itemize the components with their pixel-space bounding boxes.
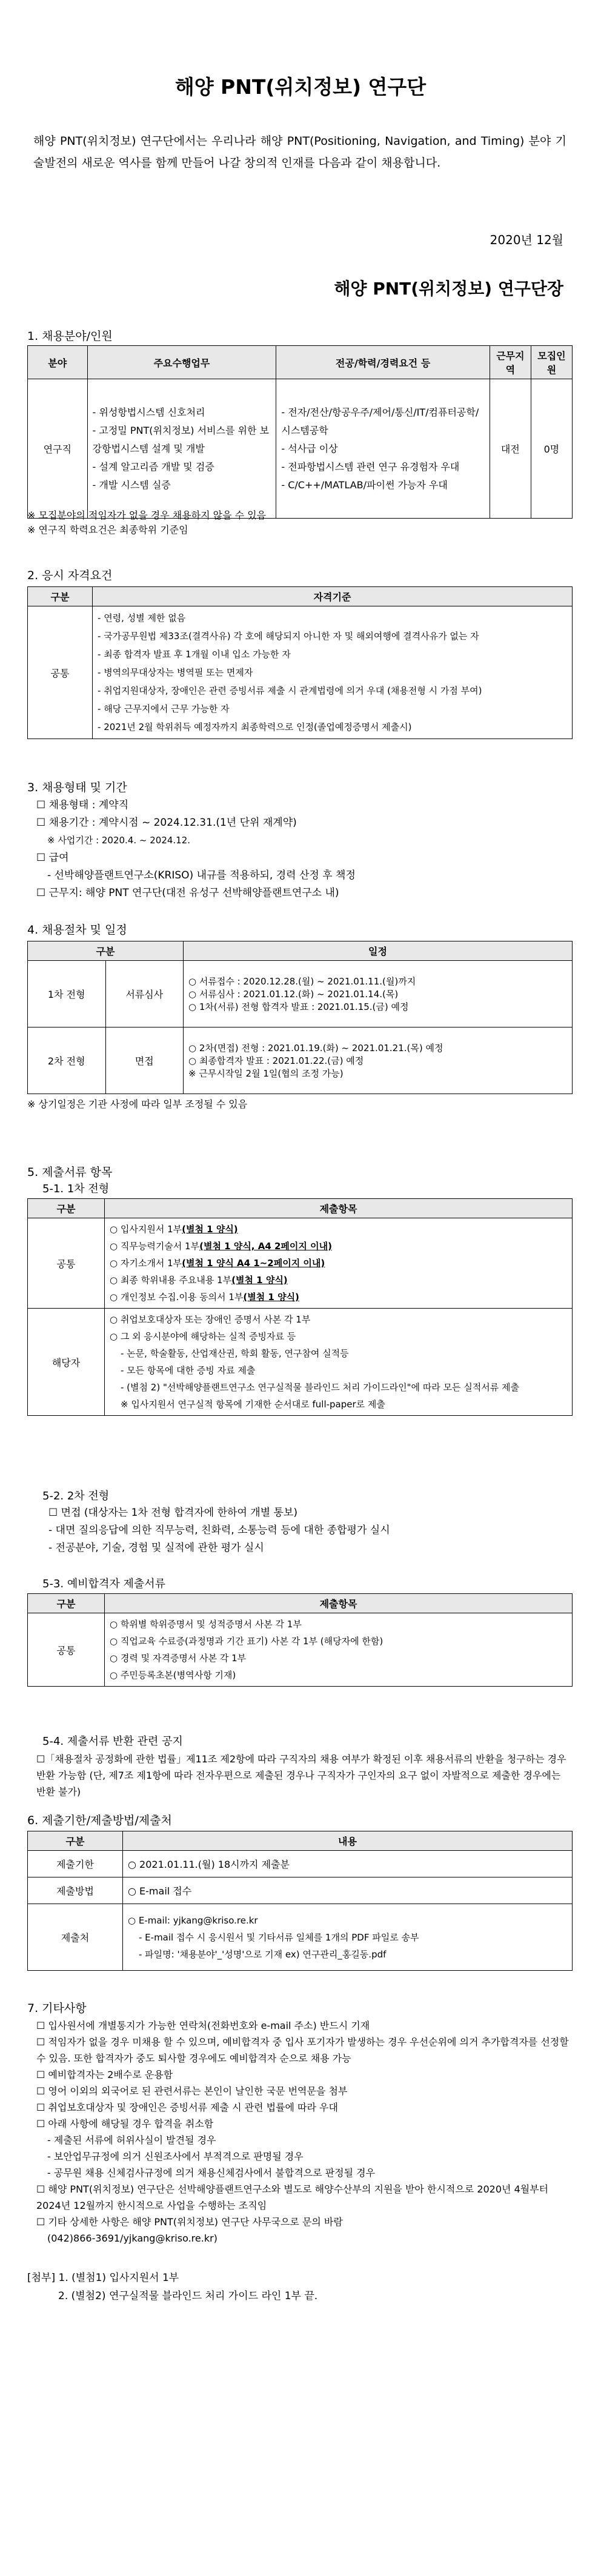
- field-cell: 연구직: [28, 379, 88, 519]
- section-5-2-heading: 5-2. 2차 전형: [42, 1490, 110, 1502]
- criteria-item: - 연령, 성별 제한 없음: [98, 609, 567, 627]
- schedule-table: [27, 941, 573, 1094]
- col-category: 구분: [28, 1831, 123, 1851]
- term-item: ※ 사업기간 : 2020.4. ~ 2024.12.: [47, 835, 191, 846]
- req-item: - C/C++/MATLAB/파이썬 가능자 우대: [281, 476, 484, 494]
- section-5-4-heading: 5-4. 제출서류 반환 관련 공지: [42, 1735, 183, 1748]
- col-count: 모집인원: [531, 346, 572, 379]
- count-cell: 0명: [531, 379, 572, 519]
- common-docs: [105, 1218, 573, 1309]
- s1-note: ※ 연구직 학력요건은 최종학위 기준임: [27, 524, 188, 536]
- schedule-cell: [184, 1027, 573, 1094]
- duty-item: - 설계 알고리즘 개발 및 검증: [93, 458, 271, 476]
- criteria-item: - 2021년 2월 학위취득 예정자까지 최종학력으로 인정(졸업예정증명서 제출시): [98, 718, 567, 736]
- term-item: ☐ 근무지: 해양 PNT 연구단(대전 유성구 선박해양플랜트연구소 내): [36, 887, 339, 899]
- applicable-docs: [105, 1309, 573, 1416]
- s1-note: ※ 모집분야의 적임자가 없을 경우 채용하지 않을 수 있음: [27, 510, 267, 521]
- attachment-1: [첨부] 1. (별첨1) 입사지원서 1부: [27, 2272, 179, 2284]
- criteria-item: - 국가공무원법 제33조(결격사유) 각 호에 해당되지 아니한 자 및 해외여행에 결격사유가 없는 자: [98, 627, 567, 645]
- doc-item: ○ 학위별 학위증명서 및 성적증명서 사본 각 1부: [110, 1619, 302, 1630]
- reserve-label: 공통: [28, 1613, 105, 1687]
- stage-cell: 2차 전형: [28, 1027, 106, 1094]
- misc-item: - 보안업무규정에 의거 신원조사에서 부적격으로 판명될 경우: [47, 2151, 304, 2162]
- col-requirements: 전공/학력/경력요건 등: [276, 346, 490, 379]
- applicable-label: 해당자: [28, 1309, 105, 1416]
- s4-note: ※ 상기일정은 기관 사정에 따라 일부 조정될 수 있음: [27, 1098, 248, 1110]
- criteria-item: - 최종 합격자 발표 후 1개월 이내 입소 가능한 자: [98, 645, 567, 663]
- doc-item: ○ 취업보호대상자 또는 장애인 증명서 사본 각 1부: [110, 1314, 311, 1325]
- col-schedule: 일정: [184, 941, 573, 961]
- misc-item: ☐ 입사원서에 개별통지가 가능한 연락처(전화번호와 e-mail 주소) 반드시 기재: [36, 2020, 370, 2031]
- notice-date: 2020년 12월: [490, 233, 563, 247]
- col-stage: 구분: [28, 941, 184, 961]
- term-item: ☐ 급여: [36, 852, 69, 864]
- misc-item: ☐ 영어 이외의 외국어로 된 관련서류는 본인이 날인한 국문 번역문을 첨부: [36, 2085, 348, 2097]
- doc-item: ○ 개인정보 수집.이용 동의서 1부(별첨 1 양식): [110, 1292, 299, 1303]
- duty-item: - 개발 시스템 실증: [93, 476, 271, 494]
- schedule-item: ○ 1차(서류) 전형 합격자 발표 : 2021.01.15.(금) 예정: [188, 1001, 409, 1012]
- misc-item: ☐ 취업보호대상자 및 장애인은 증빙서류 제출 시 관련 법률에 따라 우대: [36, 2102, 338, 2113]
- employment-terms: [36, 797, 569, 902]
- misc-item: ☐ 아래 사항에 해당될 경우 합격을 취소함: [36, 2118, 214, 2130]
- col-location: 근무지역: [490, 346, 531, 379]
- doc-item: - (별첨 2) "선박해양플랜트연구소 연구실적물 블라인드 처리 가이드라인"에 따라 모든 실적서류 제출: [121, 1382, 520, 1393]
- col-category: 구분: [28, 1199, 105, 1218]
- schedule-item: ○ 2차(면접) 전형 : 2021.01.19.(화) ~ 2021.01.21.(목) 예정: [188, 1043, 443, 1054]
- criteria-item: - 해당 근무지에서 근무 가능한 자: [98, 700, 567, 718]
- misc-item: ☐ 기타 상세한 사항은 해양 PNT(위치정보) 연구단 사무국으로 문의 바람: [36, 2216, 343, 2228]
- email-instruction: - E-mail 접수 시 응시원서 및 기타서류 일체를 1개의 PDF 파일로 송부: [139, 1931, 419, 1943]
- schedule-item: ○ 서류심사 : 2021.01.12.(화) ~ 2021.01.14.(목): [188, 989, 399, 1000]
- col-content: 내용: [123, 1831, 573, 1851]
- col-field: 분야: [28, 346, 88, 379]
- requirements-cell: [276, 379, 490, 519]
- interview-item: ☐ 면접 (대상자는 1차 전형 합격자에 한하여 개별 통보): [48, 1507, 297, 1519]
- location-cell: 대전: [490, 379, 531, 519]
- section-3-heading: 3. 채용형태 및 기간: [27, 781, 127, 794]
- method-value: ○ E-mail 접수: [123, 1877, 573, 1904]
- schedule-cell: [184, 961, 573, 1027]
- signature: 해양 PNT(위치정보) 연구단장: [334, 279, 563, 299]
- section-7-heading: 7. 기타사항: [27, 2002, 87, 2015]
- category-cell: 공통: [28, 606, 93, 739]
- criteria-item: - 병역의무대상자는 병역필 또는 면제자: [98, 663, 567, 682]
- doc-item: ○ 최종 학위내용 주요내용 1부(별첨 1 양식): [110, 1275, 288, 1286]
- doc-item: ○ 직무능력기술서 1부(별첨 1 양식, A4 2페이지 이내): [110, 1241, 332, 1252]
- method-label: 제출방법: [28, 1877, 123, 1904]
- section-4-heading: 4. 채용절차 및 일정: [27, 923, 127, 937]
- duties-cell: [87, 379, 276, 519]
- term-item: ☐ 채용기간 : 계약시점 ~ 2024.12.31.(1년 단위 재계약): [36, 817, 297, 829]
- misc-notes: [36, 2017, 569, 2246]
- misc-item: ☐ 해양 PNT(위치정보) 연구단은 선박해양플랜트연구소와 별도로 해양수산부의 지원을 받아 한시적으로 2020년 4월부터 2024년 12월까지 한시적으로 사업을 수행하는 조직임: [36, 2183, 549, 2211]
- duty-item: - 위성항법시스템 신호처리: [93, 403, 271, 422]
- criteria-cell: [93, 606, 573, 739]
- doc-item: ○ 입사지원서 1부(별첨 1 양식): [110, 1224, 238, 1235]
- section-6-heading: 6. 제출기한/제출방법/제출처: [27, 1814, 172, 1827]
- col-criteria: 자격기준: [93, 587, 573, 606]
- criteria-item: - 취업지원대상자, 장애인은 관련 증빙서류 제출 시 관계법령에 의거 우대 (채용전형 시 가점 부여): [98, 682, 567, 700]
- type-cell: 서류심사: [105, 961, 184, 1027]
- interview-info: [48, 1504, 569, 1557]
- qualifications-table: [27, 586, 573, 739]
- schedule-item: ※ 근무시작일 2월 1일(협의 조정 가능): [188, 1068, 344, 1079]
- misc-item: - 제출된 서류에 허위사실이 발견될 경우: [47, 2134, 216, 2146]
- term-item: - 선박해양플랜트연구소(KRISO) 내규를 적용하되, 경력 산정 후 책정: [47, 869, 356, 881]
- req-item: - 전자/전산/항공우주/제어/통신/IT/컴퓨터공학/시스템공학: [281, 403, 484, 440]
- page-title: 해양 PNT(위치정보) 연구단: [174, 75, 427, 99]
- stage-cell: 1차 전형: [28, 961, 106, 1027]
- misc-item: ☐ 예비합격자는 2배수로 운용함: [36, 2069, 173, 2080]
- reserve-docs: [105, 1613, 573, 1687]
- deadline-value: ○ 2021.01.11.(월) 18시까지 제출분: [123, 1851, 573, 1877]
- section-1-heading: 1. 채용분야/인원: [27, 330, 113, 343]
- interview-item: - 전공분야, 기술, 경험 및 실적에 관한 평가 실시: [48, 1542, 264, 1554]
- deadline-label: 제출기한: [28, 1851, 123, 1877]
- doc-item: ○ 그 외 응시분야에 해당하는 실적 증빙자료 등: [110, 1331, 296, 1342]
- col-items: 제출항목: [105, 1594, 573, 1613]
- type-cell: 면접: [105, 1027, 184, 1094]
- section-5-heading: 5. 제출서류 항목: [27, 1166, 113, 1179]
- doc-item: ○ 직업교육 수료증(과정명과 기간 표기) 사본 각 1부 (해당자에 한함): [110, 1636, 384, 1647]
- doc-item: ※ 입사지원서 연구실적 항목에 기재한 순서대로 full-paper로 제출: [121, 1399, 385, 1410]
- submission-table: [27, 1831, 573, 1971]
- return-notice: ☐「채용절차 공정화에 관한 법률」제11조 제2항에 따라 구직자의 채용 여부가 확정된 이후 채용서류의 반환을 청구하는 경우 반환 가능함 (단, 제7조 제1항에 따라 전자우편으로 제출된 경우나 구직자가 구인자의 요구 없이 자발적으로 제출한 경우에는 반환 불가): [36, 1753, 566, 1798]
- doc-item: ○ 경력 및 자격증명서 사본 각 1부: [110, 1653, 247, 1664]
- contact-info: (042)866-3691/yjkang@kriso.re.kr): [47, 2232, 217, 2244]
- col-category: 구분: [28, 587, 93, 606]
- col-category: 구분: [28, 1594, 105, 1613]
- section-5-1-heading: 5-1. 1차 전형: [42, 1183, 110, 1195]
- req-item: - 석사급 이상: [281, 440, 484, 458]
- misc-item: - 공무원 채용 신체검사규정에 의거 채용신체검사에서 불합격으로 판정될 경우: [47, 2167, 376, 2179]
- destination-label: 제출처: [28, 1904, 123, 1971]
- positions-table: [27, 345, 573, 519]
- documents-table: [27, 1198, 573, 1416]
- col-duties: 주요수행업무: [87, 346, 276, 379]
- schedule-item: ○ 최종합격자 발표 : 2021.01.22.(금) 예정: [188, 1055, 364, 1066]
- section-5-3-heading: 5-3. 예비합격자 제출서류: [42, 1578, 166, 1590]
- doc-item: ○ 자기소개서 1부(별첨 1 양식 A4 1~2페이지 이내): [110, 1258, 325, 1269]
- section-2-heading: 2. 응시 자격요건: [27, 569, 113, 582]
- intro-paragraph: 해양 PNT(위치정보) 연구단에서는 우리나라 해양 PNT(Positioning, Navigation, and Timing) 분야 기술발전의 새로운 역사를 함께 만들어 나갈 창의적 인재를 다음과 같이 채용합니다.: [33, 134, 566, 170]
- email-address: ○ E-mail: yjkang@kriso.re.kr: [128, 1914, 258, 1926]
- reserve-docs-table: [27, 1593, 573, 1687]
- common-label: 공통: [28, 1218, 105, 1309]
- misc-item: ☐ 적임자가 없을 경우 미채용 할 수 있으며, 예비합격자 중 입사 포기자가 발생하는 경우 우선순위에 의거 추가합격자를 선정할 수 있음. 또한 합격자가 중도 퇴사할 경우에도 예비합격자 순으로 채용 가능: [36, 2036, 569, 2064]
- doc-item: ○ 주민등록초본(병역사항 기재): [110, 1670, 236, 1681]
- doc-item: - 모든 항목에 대한 증빙 자료 제출: [121, 1365, 256, 1376]
- interview-item: - 대면 질의응답에 의한 직무능력, 친화력, 소통능력 등에 대한 종합평가 실시: [48, 1524, 390, 1536]
- doc-item: - 논문, 학술활동, 산업재산권, 학회 활동, 연구참여 실적등: [121, 1348, 349, 1359]
- filename-instruction: - 파일명: '채용분야'_'성명'으로 기재 ex) 연구관리_홍길동.pdf: [139, 1948, 387, 1960]
- req-item: - 전파항법시스템 관련 연구 유경험자 우대: [281, 458, 484, 476]
- schedule-item: ○ 서류접수 : 2020.12.28.(월) ~ 2021.01.11.(월)까지: [188, 976, 416, 987]
- duty-item: - 고정밀 PNT(위치정보) 서비스를 위한 보강항법시스템 설계 및 개발: [93, 422, 271, 458]
- col-items: 제출항목: [105, 1199, 573, 1218]
- term-item: ☐ 채용형태 : 계약직: [36, 799, 129, 811]
- destination-value: [123, 1904, 573, 1971]
- attachment-2: 2. (별첨2) 연구실적물 블라인드 처리 가이드 라인 1부 끝.: [58, 2290, 318, 2302]
